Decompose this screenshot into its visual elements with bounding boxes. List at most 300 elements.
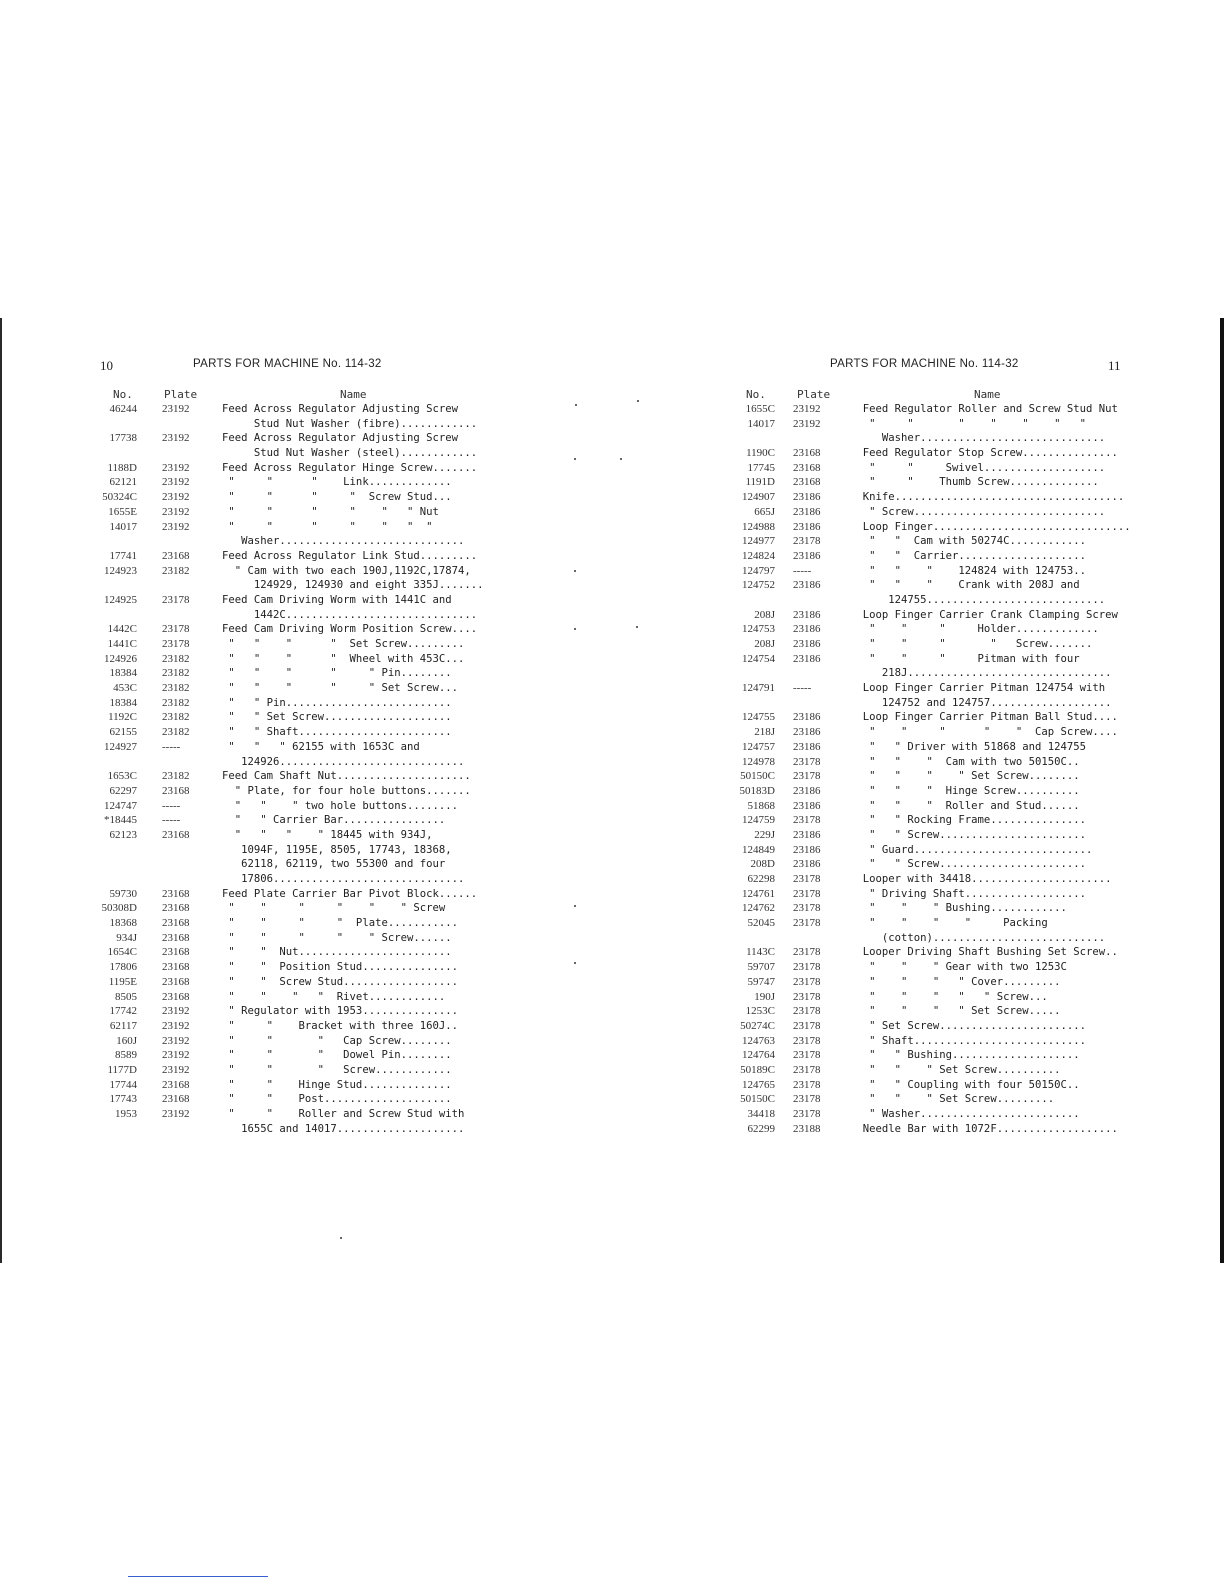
plate-number: 23178 [793, 961, 821, 974]
part-number: 124765 [742, 1078, 775, 1091]
part-number: 1192C [108, 711, 137, 724]
part-name: Looper with 34418...................... [850, 873, 1112, 885]
plate-number: 23168 [793, 447, 821, 460]
part-name: " " " Holder............. [850, 623, 1099, 636]
plate-number: 23192 [162, 1049, 190, 1062]
part-name: 124755............................ [850, 593, 1106, 606]
part-number: 124752 [742, 579, 775, 592]
plate-number: 23178 [162, 593, 190, 606]
table-row [0, 872, 612, 887]
part-name: " " " " Cover......... [850, 975, 1061, 988]
part-number: 124762 [742, 902, 775, 915]
plate-number: 23168 [162, 946, 190, 959]
part-name: " " Screw Stud.................. [222, 975, 458, 988]
table-row [0, 1122, 612, 1137]
table-row [612, 696, 1225, 711]
plate-number: 23178 [793, 873, 821, 885]
part-name: Loop Finger............................... [850, 520, 1131, 533]
part-number: 34418 [747, 1108, 775, 1120]
part-name: " " Hinge Stud.............. [222, 1078, 452, 1091]
part-number: 18368 [109, 917, 137, 930]
plate-number: 23192 [162, 1005, 190, 1018]
table-row [0, 931, 612, 946]
table-row [0, 461, 612, 476]
plate-number: 23168 [162, 917, 190, 930]
table-row [0, 1063, 612, 1078]
table-row [612, 666, 1225, 681]
part-number: 59707 [747, 961, 775, 974]
part-number: 1654C [107, 946, 137, 959]
part-number: 62123 [109, 828, 137, 841]
table-row [612, 960, 1225, 975]
part-name: Looper Driving Shaft Bushing Set Screw.. [850, 946, 1118, 959]
part-name: " Screw.............................. [850, 505, 1106, 518]
table-row [0, 740, 612, 755]
part-name: " " Set Screw.................... [222, 711, 452, 724]
plate-number: 23186 [793, 740, 821, 753]
table-row [612, 916, 1225, 931]
table-row [612, 431, 1225, 446]
part-number: 17741 [109, 549, 137, 562]
table-row [612, 520, 1225, 535]
plate-number: 23168 [793, 476, 821, 489]
table-row [612, 1122, 1225, 1137]
plate-number: 23192 [162, 432, 190, 445]
plate-number: 23178 [793, 1108, 821, 1120]
part-number: 50308D [101, 902, 137, 915]
table-row [612, 1107, 1225, 1122]
part-number: 46244 [109, 403, 137, 415]
part-number: 8505 [115, 990, 137, 1003]
plate-number: 23178 [162, 623, 190, 636]
part-name: " " Carrier Bar................ [222, 814, 446, 827]
part-number: 1655C [745, 403, 775, 415]
part-number: 229J [754, 828, 775, 841]
table-row [0, 1048, 612, 1063]
table-row [612, 1034, 1225, 1049]
part-name: Loop Finger Carrier Crank Clamping Screw [850, 608, 1118, 621]
part-name: " " " two hole buttons........ [222, 799, 458, 812]
plate-number: 23178 [793, 1005, 821, 1018]
plate-number: 23192 [162, 1034, 190, 1047]
part-number: 62121 [109, 476, 137, 489]
part-name: " " " " " " Nut [222, 505, 439, 518]
part-number: 51868 [747, 799, 775, 812]
plate-number: 23178 [793, 946, 821, 959]
part-name: " " " Dowel Pin........ [222, 1049, 452, 1062]
part-name: " " " " " " " [850, 417, 1086, 430]
plate-number: 23178 [162, 638, 190, 650]
table-row [612, 652, 1225, 667]
part-number: 1653C [107, 770, 137, 783]
part-number: 50274C [740, 1019, 775, 1032]
part-name: " " " Crank with 208J and [850, 579, 1080, 592]
table-row [612, 490, 1225, 505]
page-number: 10 [100, 358, 113, 373]
part-number: 62155 [109, 726, 137, 739]
plate-number: 23178 [793, 1034, 821, 1047]
table-row [612, 505, 1225, 520]
part-name: Washer............................. [222, 535, 465, 548]
plate-number: 23186 [793, 579, 821, 592]
plate-number: ----- [793, 682, 812, 695]
scan-speck [340, 1237, 342, 1239]
part-number: 17743 [109, 1093, 137, 1106]
plate-number: 23186 [793, 652, 821, 665]
part-number: 934J [116, 931, 137, 944]
part-number: 124907 [742, 491, 775, 504]
plate-number: 23178 [793, 990, 821, 1003]
part-number: 1442C [107, 623, 137, 636]
part-number: 124849 [742, 843, 775, 856]
plate-number: 23192 [162, 476, 190, 489]
part-name: " " " Link............. [222, 476, 452, 489]
table-row [0, 1004, 612, 1019]
part-name: " " Pin.......................... [222, 696, 452, 709]
table-row [612, 813, 1225, 828]
plate-number: 23192 [793, 417, 821, 430]
table-row [0, 505, 612, 520]
table-row [0, 857, 612, 872]
plate-number: 23186 [793, 638, 821, 650]
part-number: 17742 [109, 1005, 137, 1018]
part-name: Stud Nut Washer (fibre)............ [222, 417, 478, 430]
part-number: 59730 [109, 887, 137, 900]
part-number: 1655E [108, 505, 137, 518]
part-number: 124759 [742, 814, 775, 827]
table-row [612, 402, 1225, 417]
plate-number: ----- [162, 799, 181, 812]
part-name: Stud Nut Washer (steel)............ [222, 447, 478, 460]
part-number: 17738 [109, 432, 137, 445]
column-header-plate: Plate [797, 388, 831, 401]
part-name: " " Rocking Frame............... [850, 814, 1086, 827]
table-row [612, 887, 1225, 902]
plate-number: 23178 [793, 1093, 821, 1106]
part-number: 124925 [104, 593, 137, 606]
table-row [0, 901, 612, 916]
part-number: 17744 [109, 1078, 137, 1091]
table-row [612, 681, 1225, 696]
plate-number: 23192 [162, 403, 190, 415]
part-name: " " Cam with 50274C............ [850, 535, 1086, 548]
part-number: 124926 [104, 652, 137, 665]
table-row [612, 1048, 1225, 1063]
part-name: 218J................................ [850, 667, 1112, 680]
table-row [0, 520, 612, 535]
part-number: 208J [754, 608, 775, 621]
table-row [612, 446, 1225, 461]
part-number: 1177D [107, 1063, 137, 1076]
table-row [0, 887, 612, 902]
part-name: " " Screw....................... [850, 828, 1086, 841]
plate-number: 23182 [162, 682, 190, 695]
part-name: Feed Regulator Roller and Screw Stud Nut [850, 403, 1118, 415]
part-name: Knife.................................... [850, 491, 1125, 504]
table-row [0, 578, 612, 593]
table-row [0, 637, 612, 652]
part-name: Feed Across Regulator Adjusting Screw [222, 432, 458, 445]
plate-number: 23168 [162, 887, 190, 900]
plate-number: 23186 [793, 505, 821, 518]
table-row [0, 490, 612, 505]
plate-number: 23192 [162, 1063, 190, 1076]
table-row [612, 461, 1225, 476]
part-name: 17806.............................. [222, 873, 465, 885]
table-row [612, 608, 1225, 623]
page-header: PARTS FOR MACHINE No. 114-32 [193, 358, 382, 370]
plate-number: 23178 [793, 1049, 821, 1062]
part-number: 50324C [102, 491, 137, 504]
plate-number: 23186 [793, 711, 821, 724]
part-number: 62117 [109, 1019, 137, 1032]
table-row [612, 1019, 1225, 1034]
table-row [0, 725, 612, 740]
plate-number: 23186 [793, 608, 821, 621]
plate-number: 23178 [793, 1063, 821, 1076]
part-name: Feed Plate Carrier Bar Pivot Block...... [222, 887, 478, 900]
plate-number: 23178 [793, 814, 821, 827]
part-name: " " Screw....................... [850, 858, 1086, 871]
part-name: " " " " " Screw... [850, 990, 1048, 1003]
table-row [612, 755, 1225, 770]
table-row [612, 931, 1225, 946]
table-row [0, 564, 612, 579]
table-row [612, 828, 1225, 843]
part-name: " " " 124824 with 124753.. [850, 564, 1086, 577]
part-name: " " " " Screw....... [850, 638, 1093, 650]
part-number: 17745 [747, 461, 775, 474]
plate-number: 23186 [793, 858, 821, 871]
part-name: " " " Bushing............ [850, 902, 1067, 915]
part-number: 124824 [742, 549, 775, 562]
table-row [0, 446, 612, 461]
part-number: 18384 [109, 667, 137, 680]
part-number: 208D [750, 858, 775, 871]
part-number: 124791 [742, 682, 775, 695]
part-name: 124752 and 124757................... [850, 696, 1112, 709]
plate-number: 23186 [793, 520, 821, 533]
plate-number: 23178 [793, 755, 821, 768]
plate-number: 23168 [162, 975, 190, 988]
part-name: " " " " Set Screw........ [850, 770, 1080, 783]
plate-number: ----- [162, 740, 181, 753]
table-row [0, 417, 612, 432]
plate-number: 23186 [793, 799, 821, 812]
part-name: (cotton)........................... [850, 931, 1106, 944]
table-row [612, 769, 1225, 784]
table-row [612, 901, 1225, 916]
table-row [0, 593, 612, 608]
table-row [0, 990, 612, 1005]
plate-number: 23192 [162, 491, 190, 504]
column-header-no: No. [113, 388, 133, 401]
part-name: Loop Finger Carrier Pitman Ball Stud.... [850, 711, 1118, 724]
part-name: " " " Screw............ [222, 1063, 452, 1076]
part-number: 18384 [109, 696, 137, 709]
part-name: " " " " Screw Stud... [222, 491, 452, 504]
part-number: 124927 [104, 740, 137, 753]
part-name: " " " " Plate........... [222, 917, 458, 930]
table-row [612, 1092, 1225, 1107]
table-row [612, 872, 1225, 887]
part-name: 124926............................. [222, 755, 465, 768]
table-row [0, 755, 612, 770]
part-number: 124923 [104, 564, 137, 577]
table-row [0, 1078, 612, 1093]
part-number: 8589 [115, 1049, 137, 1062]
part-number: 50183D [739, 784, 775, 797]
table-row [0, 916, 612, 931]
part-name: " " Carrier.................... [850, 549, 1086, 562]
table-row [612, 1078, 1225, 1093]
part-name: " " Post.................... [222, 1093, 452, 1106]
part-number: 124754 [742, 652, 775, 665]
table-row [612, 843, 1225, 858]
table-row [0, 431, 612, 446]
table-row [612, 740, 1225, 755]
table-row [612, 990, 1225, 1005]
table-row [612, 622, 1225, 637]
plate-number: 23168 [162, 990, 190, 1003]
part-name: " " " Set Screw.......... [850, 1063, 1061, 1076]
part-number: 50150C [740, 1093, 775, 1106]
part-number: 59747 [747, 975, 775, 988]
page-header: PARTS FOR MACHINE No. 114-32 [830, 358, 1019, 370]
part-name: " " " " Wheel with 453C... [222, 652, 465, 665]
part-name: " Set Screw....................... [850, 1019, 1086, 1032]
plate-number: 23178 [793, 917, 821, 930]
part-name: Feed Cam Shaft Nut..................... [222, 770, 471, 783]
part-number: 124764 [742, 1049, 775, 1062]
column-header-no: No. [746, 388, 766, 401]
plate-number: 23168 [162, 828, 190, 841]
table-row [0, 769, 612, 784]
part-name: " " Coupling with four 50150C.. [850, 1078, 1080, 1091]
plate-number: 23178 [793, 1019, 821, 1032]
table-row [612, 417, 1225, 432]
plate-number: 23186 [793, 784, 821, 797]
part-name: " " " " " Set Screw... [222, 682, 458, 695]
plate-number: 23182 [162, 696, 190, 709]
part-name: " " " 62155 with 1653C and [222, 740, 420, 753]
part-number: 62298 [747, 873, 775, 885]
part-name: " " " " " Cap Screw.... [850, 726, 1118, 739]
plate-number: 23186 [793, 828, 821, 841]
table-row [612, 857, 1225, 872]
table-row [612, 1063, 1225, 1078]
plate-number: 23186 [793, 549, 821, 562]
part-name: " " Driver with 51868 and 124755 [850, 740, 1086, 753]
plate-number: 23186 [793, 843, 821, 856]
part-number: 14017 [109, 520, 137, 533]
part-name: " " Nut........................ [222, 946, 452, 959]
table-row [0, 696, 612, 711]
page-number: 11 [1108, 358, 1121, 373]
part-name: " " " Set Screw......... [850, 1093, 1055, 1106]
table-row [0, 799, 612, 814]
table-row [0, 828, 612, 843]
table-row [612, 784, 1225, 799]
table-row [0, 549, 612, 564]
plate-number: 23178 [793, 770, 821, 783]
part-number: 124763 [742, 1034, 775, 1047]
plate-number: 23168 [162, 784, 190, 797]
part-name: " " " " Set Screw......... [222, 638, 465, 650]
table-row [612, 799, 1225, 814]
table-row [0, 608, 612, 623]
part-name: " " Swivel................... [850, 461, 1106, 474]
part-number: 453C [113, 682, 137, 695]
plate-number: ----- [793, 564, 812, 577]
plate-number: 23186 [793, 726, 821, 739]
part-name: " Washer......................... [850, 1108, 1080, 1120]
plate-number: 23182 [162, 564, 190, 577]
plate-number: 23182 [162, 711, 190, 724]
part-number: 124977 [742, 535, 775, 548]
part-name: Feed Across Regulator Adjusting Screw [222, 403, 458, 415]
part-number: 1191D [745, 476, 775, 489]
plate-number: 23192 [162, 461, 190, 474]
parts-list [0, 402, 612, 1136]
part-name: 62118, 62119, two 55300 and four [222, 858, 446, 871]
part-number: 1143C [746, 946, 775, 959]
table-row [0, 402, 612, 417]
part-name: " " " Cap Screw........ [222, 1034, 452, 1047]
part-name: " " " Roller and Stud...... [850, 799, 1080, 812]
part-name: " " Thumb Screw.............. [850, 476, 1099, 489]
table-row [612, 475, 1225, 490]
plate-number: 23168 [162, 961, 190, 974]
part-number: 1953 [115, 1108, 137, 1120]
parts-list [612, 402, 1225, 1136]
part-number: 124797 [742, 564, 775, 577]
plate-number: 23168 [162, 1093, 190, 1106]
part-number: 124755 [742, 711, 775, 724]
plate-number: 23168 [162, 902, 190, 915]
part-name: " " " Gear with two 1253C [850, 961, 1067, 974]
plate-number: 23192 [162, 520, 190, 533]
part-name: " Driving Shaft................... [850, 887, 1086, 900]
part-number: 50189C [740, 1063, 775, 1076]
plate-number: 23182 [162, 770, 190, 783]
plate-number: 23168 [793, 461, 821, 474]
part-name: " " " " " " " [222, 520, 433, 533]
column-header-plate: Plate [164, 388, 198, 401]
table-row [0, 710, 612, 725]
part-name: " " " " Set Screw..... [850, 1005, 1061, 1018]
plate-number: 23168 [162, 931, 190, 944]
part-number: 160J [116, 1034, 137, 1047]
part-number: 124988 [742, 520, 775, 533]
part-number: 17806 [109, 961, 137, 974]
part-name: " " " Cam with two 50150C.. [850, 755, 1080, 768]
part-number: 1195E [108, 975, 137, 988]
part-name: " " " " " Pin........ [222, 667, 452, 680]
part-name: Feed Across Regulator Hinge Screw....... [222, 461, 478, 474]
table-row [0, 666, 612, 681]
part-number: 14017 [747, 417, 775, 430]
part-name: Needle Bar with 1072F................... [850, 1122, 1118, 1135]
part-name: 1094F, 1195E, 8505, 17743, 18368, [222, 843, 452, 856]
part-number: 124753 [742, 623, 775, 636]
plate-number: 23186 [793, 491, 821, 504]
plate-number: 23178 [793, 1078, 821, 1091]
table-row [612, 564, 1225, 579]
table-row [0, 975, 612, 990]
part-name: " " Bracket with three 160J.. [222, 1019, 458, 1032]
part-name: " " Position Stud............... [222, 961, 458, 974]
